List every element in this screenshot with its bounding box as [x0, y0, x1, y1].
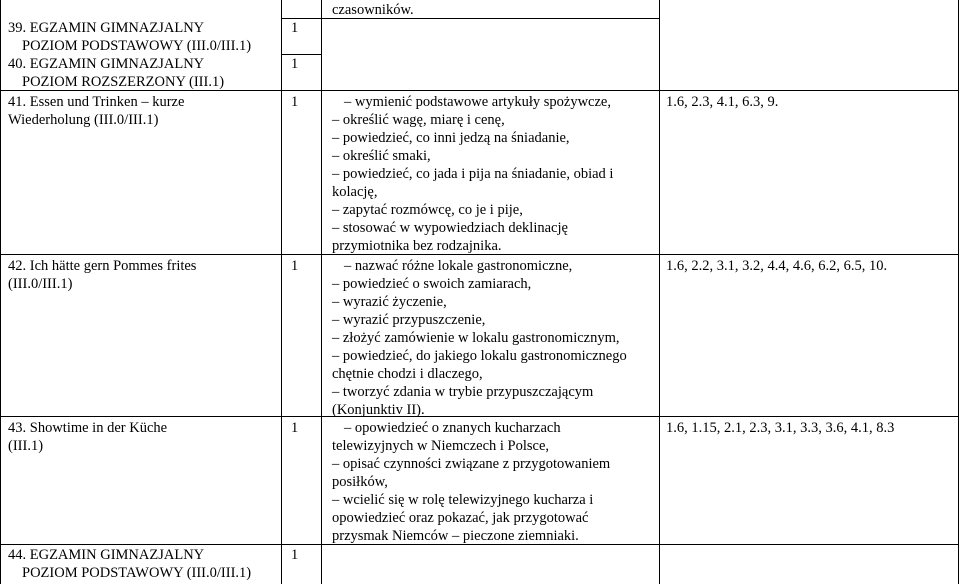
objective-line: – tworzyć zdania w trybie przypuszczającym [332, 384, 594, 400]
objective-line: posiłków, [332, 474, 388, 490]
objective-line: przysmak Niemców – pieczone ziemniaki. [332, 528, 579, 544]
topic-line: (III.0/III.1) [8, 276, 73, 292]
objective-line: – zapytać rozmówcę, co je i pije, [332, 202, 523, 218]
objective-line: – opisać czynności związane z przygotowaniem [332, 456, 611, 472]
column-divider-hours [321, 0, 322, 584]
objective-line: – określić smaki, [332, 148, 431, 164]
hours-cell: 1 [291, 258, 299, 274]
topic-line: 39. EGZAMIN GIMNAZJALNY [8, 20, 205, 36]
curriculum-refs: 1.6, 1.15, 2.1, 2.3, 3.1, 3.3, 3.6, 4.1, 8.3 [666, 420, 895, 436]
objective-line: kolację, [332, 184, 378, 200]
objective-line: – złożyć zamówienie w lokalu gastronomicznym, [332, 330, 620, 346]
row-divider [0, 416, 959, 417]
objective-line: – powiedzieć, co inni jedzą na śniadanie, [332, 130, 570, 146]
table-border-right [958, 0, 959, 584]
objective-line: – wyrazić przypuszczenie, [332, 312, 486, 328]
topic-line: POZIOM PODSTAWOWY (III.0/III.1) [22, 38, 252, 54]
row-divider-hours-a [281, 18, 321, 19]
curriculum-refs: 1.6, 2.3, 4.1, 6.3, 9. [666, 94, 779, 110]
objective-line: (Konjunktiv II). [332, 402, 425, 418]
objective-line: – wyrazić życzenie, [332, 294, 447, 310]
topic-line: POZIOM ROZSZERZONY (III.1) [22, 74, 225, 90]
objective-line: – określić wagę, miarę i cenę, [332, 112, 505, 128]
topic-line: Wiederholung (III.0/III.1) [8, 112, 159, 128]
objective-line: – wymienić podstawowe artykuły spożywcze, [344, 94, 611, 110]
hours-cell: 1 [291, 94, 299, 110]
table-border-left [0, 0, 1, 584]
objective-line: telewizyjnych w Niemczech i Polsce, [332, 438, 550, 454]
topic-line: POZIOM PODSTAWOWY (III.0/III.1) [22, 565, 252, 581]
topic-line: (III.1) [8, 438, 44, 454]
objective-line: przymiotnika bez rodzajnika. [332, 238, 502, 254]
topic-line: 44. EGZAMIN GIMNAZJALNY [8, 547, 205, 563]
objective-line: opowiedzieć oraz pokazać, jak przygotować [332, 510, 589, 526]
objective-line: – opowiedzieć o znanych kucharzach [344, 420, 561, 436]
objective-line: czasowników. [332, 2, 414, 18]
topic-line: 40. EGZAMIN GIMNAZJALNY [8, 56, 205, 72]
hours-cell: 1 [291, 56, 299, 72]
hours-cell: 1 [291, 420, 299, 436]
hours-cell: 1 [291, 547, 299, 563]
objective-line: – wcielić się w rolę telewizyjnego kucharza i [332, 492, 594, 508]
objective-line: – stosować w wypowiedziach deklinację [332, 220, 568, 236]
topic-line: 41. Essen und Trinken – kurze [8, 94, 185, 110]
objective-line: – powiedzieć o swoich zamiarach, [332, 276, 532, 292]
hours-cell: 1 [291, 20, 299, 36]
objective-line: – nazwać różne lokale gastronomiczne, [344, 258, 573, 274]
topic-line: 43. Showtime in der Küche [8, 420, 168, 436]
column-divider-objectives [659, 0, 660, 584]
objective-line: – powiedzieć, do jakiego lokalu gastronomicznego [332, 348, 627, 364]
curriculum-refs: 1.6, 2.2, 3.1, 3.2, 4.4, 4.6, 6.2, 6.5, 10. [666, 258, 888, 274]
objective-line: chętnie chodzi i dlaczego, [332, 366, 483, 382]
topic-line: 42. Ich hätte gern Pommes frites [8, 258, 197, 274]
objective-line: – powiedzieć, co jada i pija na śniadanie, obiad i [332, 166, 614, 182]
